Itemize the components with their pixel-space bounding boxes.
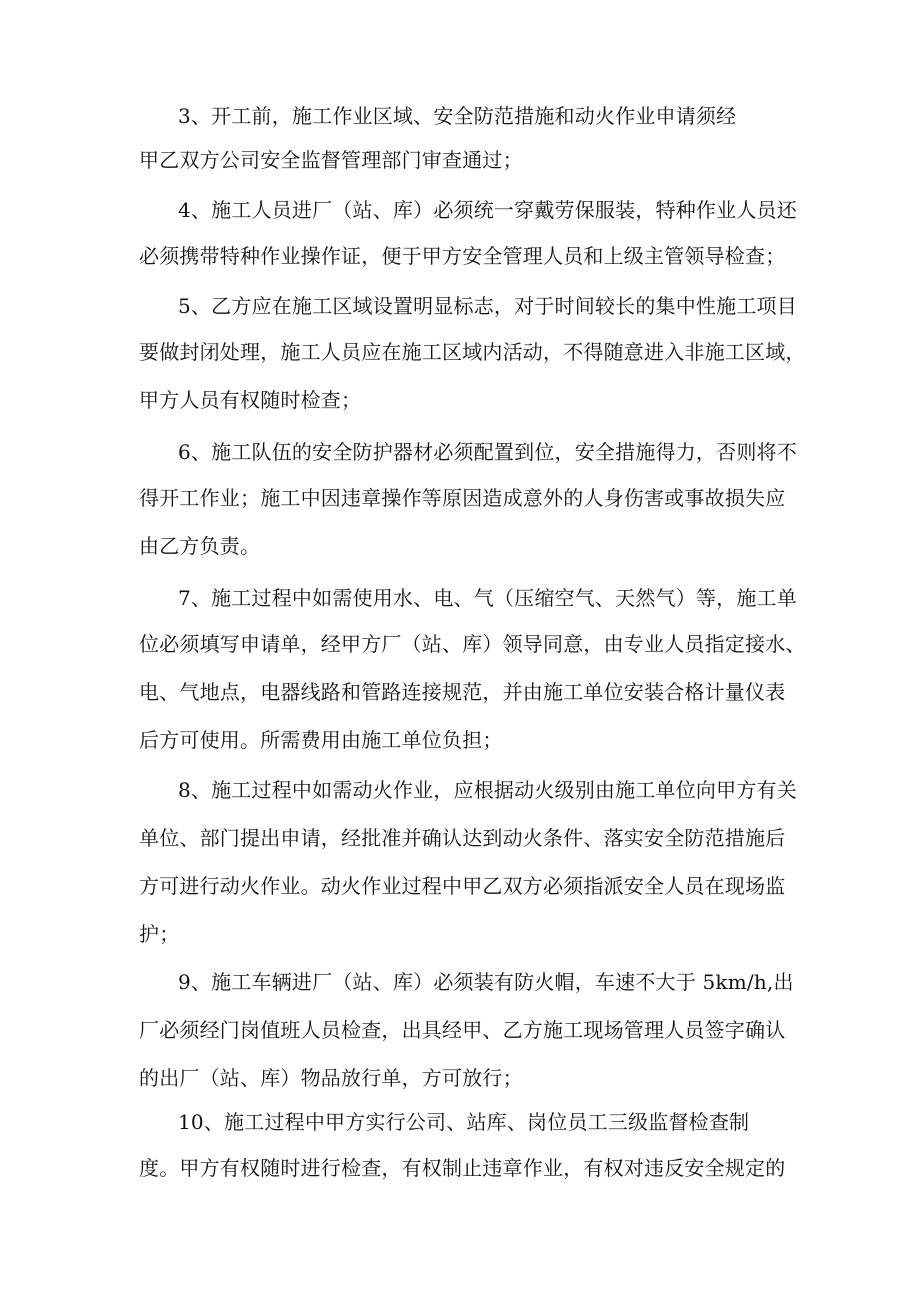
paragraph-7-line-4: 后方可使用。所需费用由施工单位负担； (139, 728, 503, 752)
paragraph-6-line-1: 6、施工队伍的安全防护器材必须配置到位，安全措施得力，否则将不 (178, 440, 797, 464)
paragraph-10-line-2: 度。甲方有权随时进行检查，有权制止违章作业，有权对违反安全规定的 (139, 1156, 786, 1180)
paragraph-6-line-3: 由乙方负责。 (139, 534, 261, 558)
paragraph-8-line-1: 8、施工过程中如需动火作业，应根据动火级别由施工单位向甲方有关 (178, 778, 797, 802)
paragraph-5-line-1: 5、乙方应在施工区域设置明显标志，对于时间较长的集中性施工项目 (178, 294, 797, 318)
paragraph-3-line-2: 甲乙双方公司安全监督管理部门审查通过； (139, 148, 523, 172)
paragraph-4-line-1: 4、施工人员进厂（站、库）必须统一穿戴劳保服装，特种作业人员还 (178, 198, 797, 222)
paragraph-3-line-1: 3、开工前，施工作业区域、安全防范措施和动火作业申请须经 (178, 104, 737, 128)
paragraph-4-line-2: 必须携带特种作业操作证，便于甲方安全管理人员和上级主管领导检查； (139, 244, 786, 268)
paragraph-5-line-2: 要做封闭处理，施工人员应在施工区域内活动，不得随意进入非施工区域， (139, 340, 806, 364)
paragraph-7-line-3: 电、气地点，电器线路和管路连接规范，并由施工单位安装合格计量仪表 (139, 680, 786, 704)
paragraph-6-line-2: 得开工作业；施工中因违章操作等原因造成意外的人身伤害或事故损失应 (139, 486, 786, 510)
paragraph-10-line-1: 10、施工过程中甲方实行公司、站库、岗位员工三级监督检查制 (178, 1110, 750, 1134)
paragraph-9-line-3: 的出厂（站、库）物品放行单，方可放行； (139, 1066, 523, 1090)
paragraph-8-line-3: 方可进行动火作业。动火作业过程中甲乙双方必须指派安全人员在现场监 (139, 874, 786, 898)
paragraph-8-line-2: 单位、部门提出申请，经批准并确认达到动火条件、落实安全防范措施后 (139, 826, 786, 850)
paragraph-5-line-3: 甲方人员有权随时检查； (139, 388, 362, 412)
paragraph-7-line-2: 位必须填写申请单，经甲方厂（站、库）领导同意，由专业人员指定接水、 (139, 632, 806, 656)
paragraph-9-line-1: 9、施工车辆进厂（站、库）必须装有防火帽，车速不大于 5km/h,出 (178, 970, 794, 994)
paragraph-7-line-1: 7、施工过程中如需使用水、电、气（压缩空气、天然气）等，施工单 (178, 586, 797, 610)
paragraph-9-line-2: 厂必须经门岗值班人员检查，出具经甲、乙方施工现场管理人员签字确认 (139, 1018, 786, 1042)
paragraph-8-line-4: 护； (139, 922, 180, 946)
